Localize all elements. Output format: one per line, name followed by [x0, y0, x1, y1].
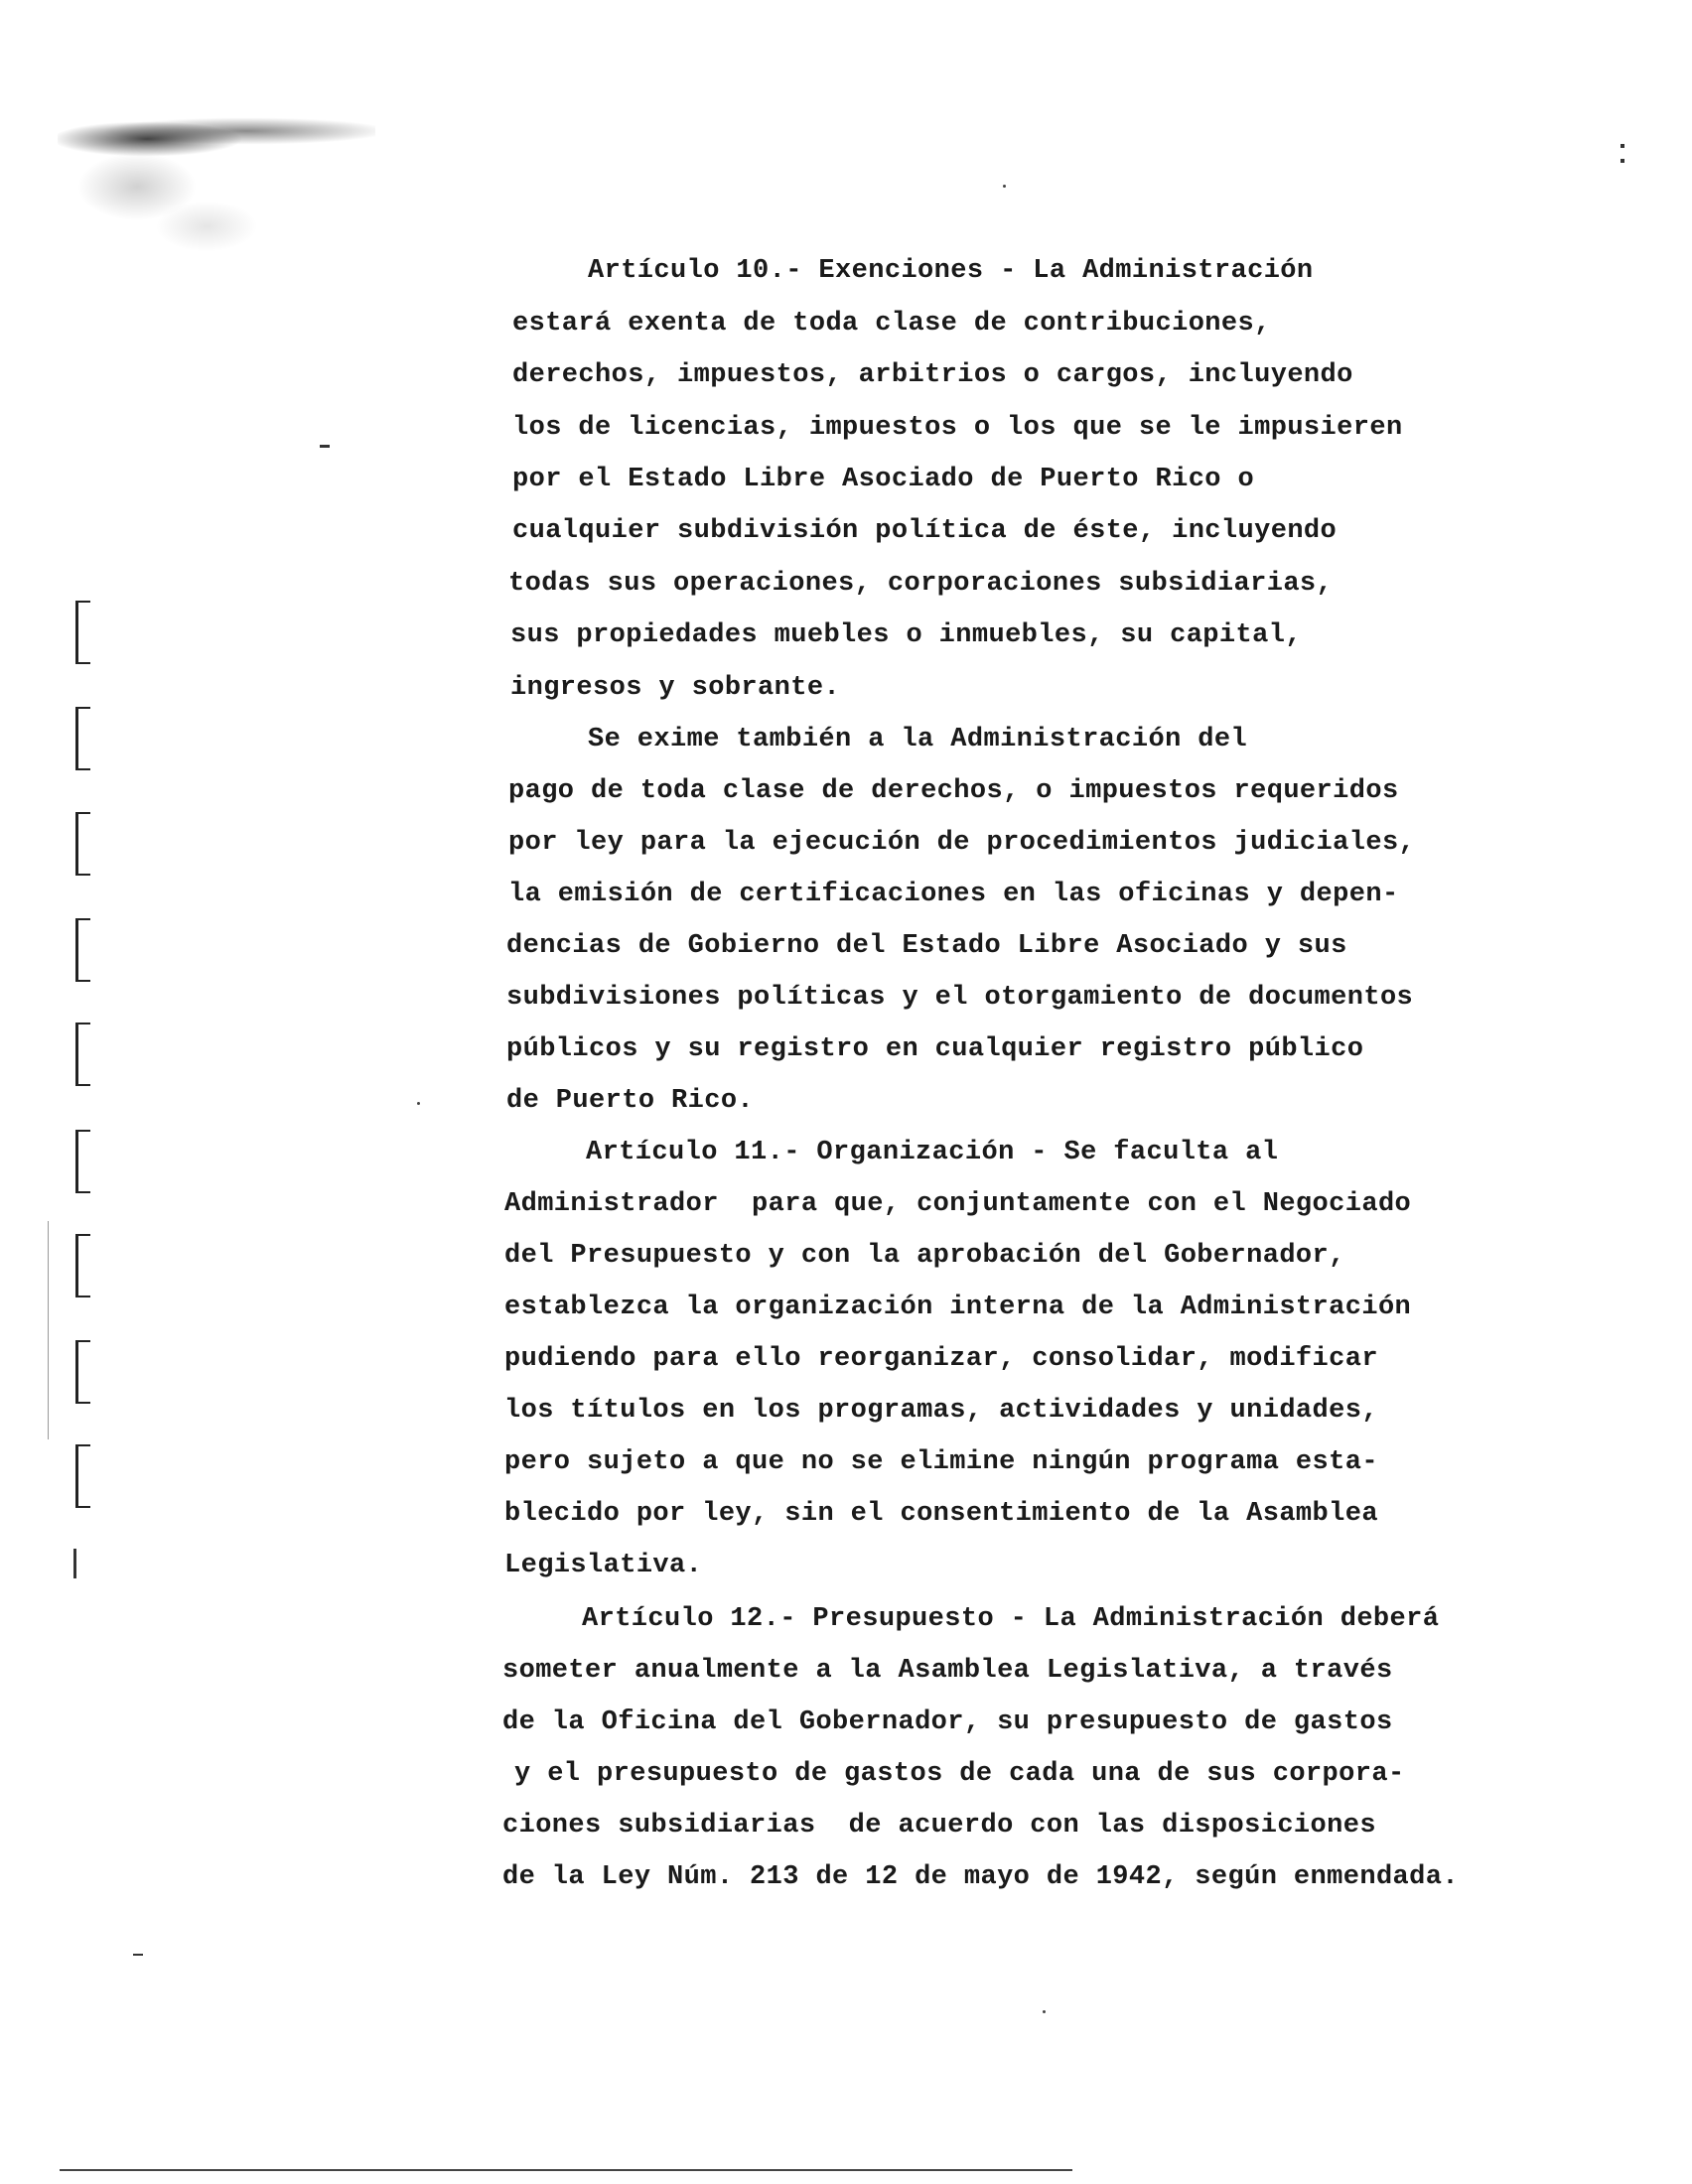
margin-mark: [75, 601, 90, 664]
bottom-rule: [60, 2169, 1072, 2171]
text-line: Legislativa.: [504, 1551, 703, 1580]
text-line: dencias de Gobierno del Estado Libre Asociado y sus: [506, 931, 1347, 961]
margin-mark: [1621, 144, 1624, 148]
margin-mark: [133, 1954, 143, 1956]
text-line: por ley para la ejecución de procedimientos judiciales,: [508, 828, 1416, 858]
text-line: los títulos en los programas, actividades y unidades,: [504, 1396, 1378, 1426]
scan-speck: [417, 1102, 420, 1105]
text-line: por el Estado Libre Asociado de Puerto Rico o: [512, 465, 1255, 494]
scan-smudge: [58, 117, 375, 256]
text-line: cualquier subdivisión política de éste, incluyendo: [512, 516, 1338, 546]
text-line: Se exime también a la Administración del: [588, 725, 1248, 754]
text-line: ciones subsidiarias de acuerdo con las disposiciones: [502, 1811, 1376, 1841]
margin-mark: [75, 1444, 90, 1508]
text-line: pudiendo para ello reorganizar, consolidar, modificar: [504, 1344, 1378, 1374]
margin-mark: [75, 812, 90, 876]
text-line: Artículo 12.- Presupuesto - La Administración deberá: [582, 1604, 1440, 1634]
margin-mark: [48, 1221, 49, 1439]
margin-mark: [75, 1340, 90, 1404]
text-line: la emisión de certificaciones en las oficinas y depen-: [508, 880, 1399, 909]
text-line: de Puerto Rico.: [506, 1086, 755, 1116]
margin-mark: [320, 445, 330, 448]
margin-mark: [75, 707, 90, 770]
margin-mark: [75, 1023, 90, 1086]
text-line: subdivisiones políticas y el otorgamiento de documentos: [506, 983, 1414, 1013]
text-line: y el presupuesto de gastos de cada una de sus corpora-: [514, 1759, 1405, 1789]
text-line: derechos, impuestos, arbitrios o cargos, incluyendo: [512, 360, 1353, 390]
text-line: pero sujeto a que no se elimine ningún programa esta-: [504, 1447, 1378, 1477]
text-line: los de licencias, impuestos o los que se le impusieren: [512, 413, 1403, 443]
text-line: del Presupuesto y con la aprobación del Gobernador,: [504, 1241, 1345, 1271]
text-line: Artículo 11.- Organización - Se faculta al: [586, 1138, 1279, 1167]
text-line: blecido por ley, sin el consentimiento de la Asamblea: [504, 1499, 1378, 1529]
text-line: establezca la organización interna de la Administración: [504, 1293, 1412, 1322]
margin-mark: [73, 1549, 76, 1578]
margin-mark: [75, 1234, 90, 1297]
text-line: sus propiedades muebles o inmuebles, su capital,: [510, 620, 1302, 650]
text-line: Artículo 10.- Exenciones - La Administración: [588, 256, 1314, 286]
text-line: estará exenta de toda clase de contribuciones,: [512, 309, 1271, 339]
margin-mark: [75, 918, 90, 982]
scan-speck: [1003, 185, 1006, 188]
scan-speck: [1043, 2010, 1046, 2013]
text-line: de la Ley Núm. 213 de 12 de mayo de 1942, según enmendada.: [502, 1862, 1459, 1892]
text-line: de la Oficina del Gobernador, su presupuesto de gastos: [502, 1707, 1393, 1737]
text-line: someter anualmente a la Asamblea Legislativa, a través: [502, 1656, 1393, 1686]
margin-mark: [1621, 159, 1624, 163]
text-line: públicos y su registro en cualquier registro público: [506, 1034, 1364, 1064]
text-line: ingresos y sobrante.: [510, 673, 841, 703]
margin-mark: [75, 1130, 90, 1193]
text-line: pago de toda clase de derechos, o impuestos requeridos: [508, 776, 1399, 806]
text-line: todas sus operaciones, corporaciones subsidiarias,: [508, 569, 1334, 599]
text-line: Administrador para que, conjuntamente con el Negociado: [504, 1189, 1412, 1219]
